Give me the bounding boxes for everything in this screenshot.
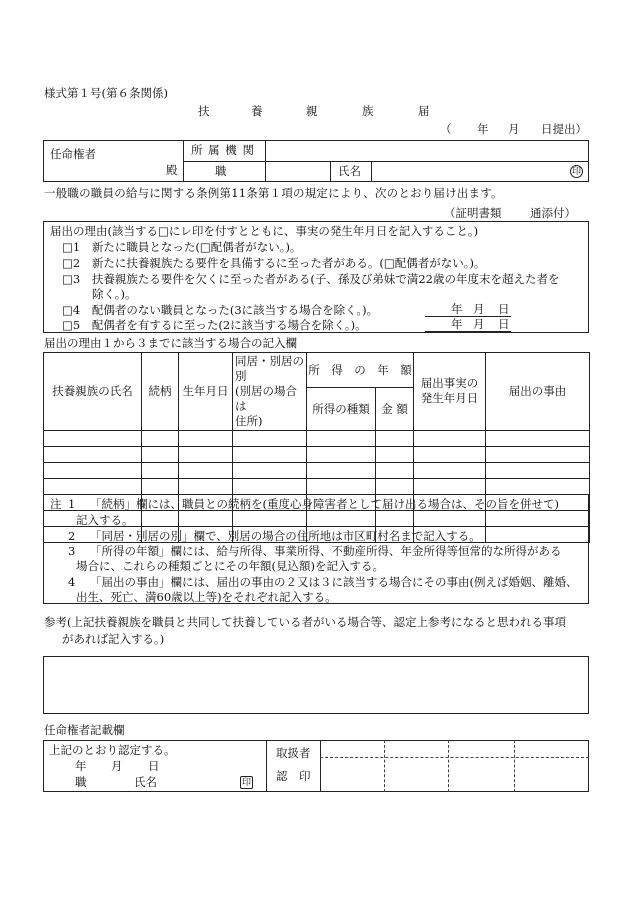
post-field[interactable] [270, 163, 328, 180]
note-text: 「届出の事由」欄には、届出の事由の２又は３に該当する場合にその事由(例えば婚姻、離婚、 [90, 575, 578, 589]
certify-text: 上記のとおり認定する。 [49, 743, 176, 757]
affiliation-field[interactable] [271, 142, 583, 158]
seal-icon: 印 [241, 778, 251, 788]
note-text: 「所得の年額」欄には、給与所得、事業所得、不動産所得、年金所得等恒常的な所得がある [90, 544, 562, 558]
checkbox-mark[interactable]: □2 [62, 256, 81, 270]
cert-post: 職 [75, 775, 87, 789]
title-char: 親 [306, 104, 318, 118]
date-day: 日提出） [541, 122, 587, 136]
affiliation-label: 所 属 機 関 [191, 143, 255, 157]
col-income-amount: 金 額 [376, 387, 414, 430]
note-text: 出生、死亡、満60歳以上等)をそれぞれ記入する。 [76, 590, 337, 604]
cert-year: 年 [75, 759, 87, 773]
post-label: 職 [215, 164, 227, 178]
checkbox-mark[interactable]: □5 [62, 318, 81, 332]
checkbox-mark[interactable]: □3 [62, 272, 81, 286]
reason-item[interactable]: □5 配偶者を有するに至った(2に該当する場合を除く。)。 [62, 318, 367, 332]
cert-day: 日 [148, 759, 160, 773]
title-char: 族 [362, 104, 374, 118]
handler-field[interactable] [322, 742, 382, 756]
remarks-text: があれば記入する。) [62, 632, 165, 646]
handler-field[interactable] [386, 742, 446, 756]
col-income: 所 得 の 年 額 [307, 353, 414, 388]
reason-item[interactable]: □4 配偶者のない職員となった(3に該当する場合を除く。)。 [62, 303, 379, 317]
checkbox-mark[interactable]: □1 [62, 240, 81, 254]
col-birth: 生年月日 [179, 353, 233, 431]
remarks-text: 参考(上記扶養親族を職員と共同して扶養している者がいる場合等、認定上参考になると思われる事項 [44, 615, 566, 629]
date-year: 年 [477, 122, 489, 136]
intro-text: 一般職の職員の給与に関する条例第11条第１項の規定により、次のとおり届け出ます。 [44, 186, 503, 200]
checkbox-mark[interactable]: □4 [62, 303, 81, 317]
stamp-label: 認 印 [276, 769, 311, 783]
seal-icon: 印 [571, 167, 581, 177]
title-char: 養 [251, 104, 263, 118]
note-number: 2 [68, 529, 76, 543]
name-label: 氏名 [338, 164, 361, 178]
note-text: 記入する。 [76, 513, 134, 527]
col-residence: 同居・別居の別 (別居の場合は 住所) [233, 353, 307, 431]
appointer-label: 任命権者 [50, 147, 96, 161]
note-number: 3 [68, 544, 76, 558]
record-heading: 届出の理由１から３までに該当する場合の記入欄 [44, 336, 297, 350]
reason-item[interactable]: □1 新たに職員となった(□配偶者がない。)。 [62, 240, 302, 254]
col-relation: 続柄 [142, 353, 179, 431]
note-number: 1 [68, 497, 76, 511]
reason-item[interactable]: □2 新たに扶養親族たる要件を具備するに至った者がある。(□配偶者がない。)。 [62, 256, 486, 270]
remarks-field[interactable] [43, 656, 589, 714]
notes-label: 注 [50, 497, 62, 511]
form-number: 様式第１号(第６条関係) [44, 86, 168, 100]
name-field[interactable] [376, 163, 564, 180]
table-row [44, 430, 590, 446]
table-row [44, 478, 590, 494]
note-text: 場合に、これらの種類ごとにその年額(見込額)を記入する。 [76, 559, 384, 573]
title-char: 扶 [198, 104, 210, 118]
date-month: 月 [508, 122, 520, 136]
col-reason: 届出の事由 [486, 353, 590, 431]
stamp-field[interactable] [322, 759, 382, 790]
col-name: 扶養親族の氏名 [44, 353, 142, 431]
cert-name: 氏名 [134, 775, 157, 789]
appointer-section-heading: 任命権者記載欄 [44, 723, 125, 737]
cert-docs-count: 通添付） [530, 206, 576, 220]
col-income-type: 所得の種類 [307, 387, 376, 430]
note-text: 「続柄」欄には、職員との続柄を(重度心身障害者として届け出る場合は、その旨を併せて) [90, 497, 559, 511]
handler-label: 取扱者 [276, 746, 311, 760]
table-row [44, 446, 590, 462]
handler-field[interactable] [516, 742, 587, 756]
note-text: 「同居・別居の別」欄で、別居の場合の住所地は市区町村名まで記入する。 [90, 529, 481, 543]
reason-item-continued: 除く。)。 [92, 287, 137, 301]
cert-docs-label: （証明書類 [444, 206, 502, 220]
handler-field[interactable] [450, 742, 512, 756]
table-row [44, 462, 590, 478]
dono-label: 殿 [166, 163, 178, 177]
stamp-field[interactable] [450, 759, 512, 790]
date-field-5[interactable] [425, 331, 511, 332]
reason-item[interactable]: □3 扶養親族たる要件を欠くに至った者がある(子、孫及び弟妹で満22歳の年度末を超えた者を [62, 272, 560, 286]
stamp-field[interactable] [516, 759, 587, 790]
note-number: 4 [68, 575, 76, 589]
title-char: 届 [418, 104, 430, 118]
reasons-heading: 届出の理由(該当する□にレ印を付すとともに、事実の発生年月日を記入すること。) [50, 224, 479, 238]
stamp-field[interactable] [386, 759, 446, 790]
col-fact-date: 届出事実の 発生年月日 [414, 353, 486, 431]
cert-month: 月 [111, 759, 123, 773]
